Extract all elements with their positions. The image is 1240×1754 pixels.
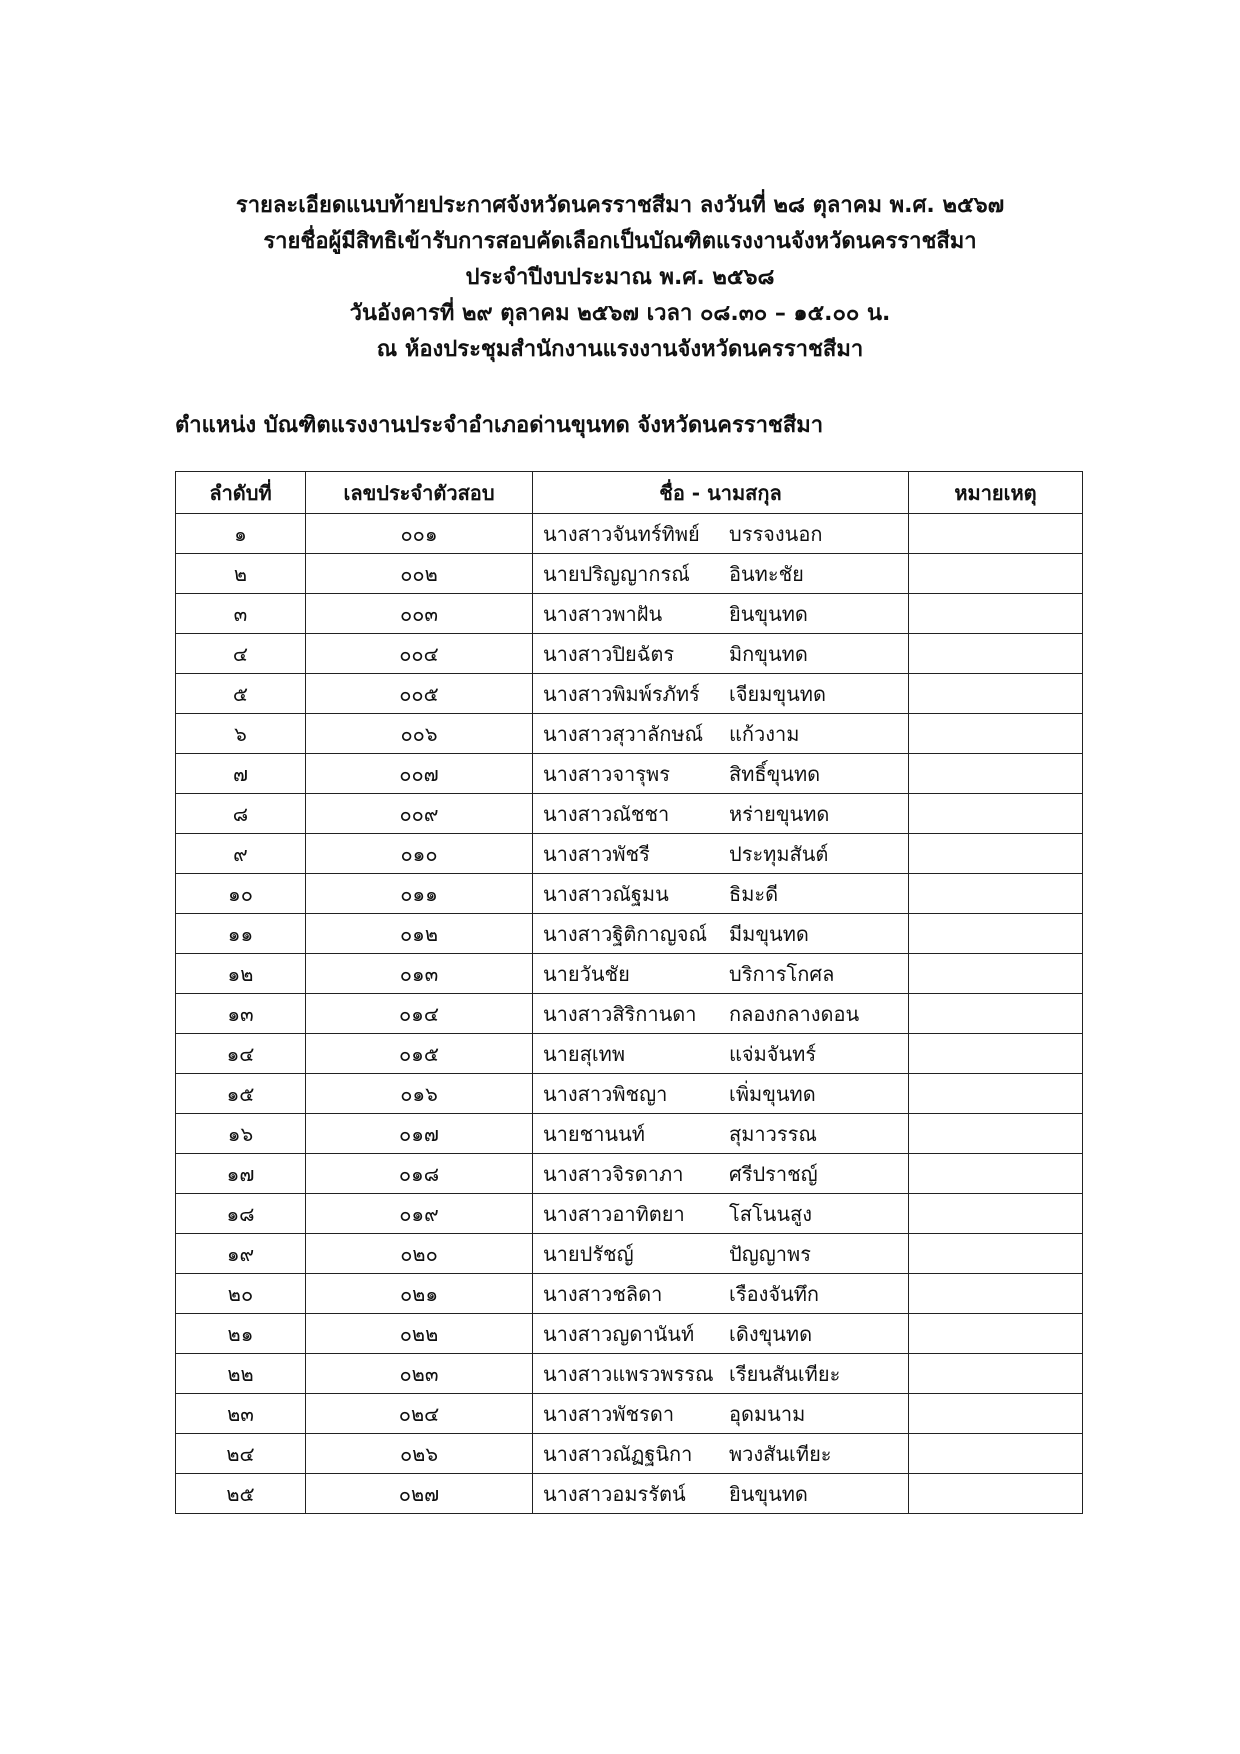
table-row — [176, 554, 1083, 594]
heading-line-4: วันอังคารที่ ๒๙ ตุลาคม ๒๕๖๗ เวลา ๐๘.๓๐ – ๑๕.๐๐ น. — [349, 301, 891, 326]
last-name: บรรจงนอก — [729, 521, 823, 546]
cell-exam-id: ๐๑๑ — [306, 874, 533, 914]
cell-name — [533, 1274, 909, 1314]
heading-line-3: ประจำปีงบประมาณ พ.ศ. ๒๕๖๘ — [465, 265, 775, 290]
cell-note — [909, 634, 1083, 674]
cell-exam-id: ๐๐๓ — [306, 594, 533, 634]
first-name: นางสาวอมรรัตน์ — [543, 1481, 686, 1506]
cell-name — [533, 1314, 909, 1354]
last-name: แจ่มจันทร์ — [729, 1041, 817, 1066]
first-name: นางสาวจิรดาภา — [543, 1161, 684, 1186]
cell-name — [533, 714, 909, 754]
cell-note — [909, 1034, 1083, 1074]
table-row — [176, 1274, 1083, 1314]
last-name: ปัญญาพร — [729, 1241, 811, 1266]
cell-exam-id: ๐๑๒ — [306, 914, 533, 954]
cell-exam-id: ๐๐๒ — [306, 554, 533, 594]
cell-number: ๒๒ — [176, 1354, 306, 1394]
cell-number: ๕ — [176, 674, 306, 714]
cell-name — [533, 794, 909, 834]
cell-note — [909, 994, 1083, 1034]
cell-name — [533, 834, 909, 874]
cell-name — [533, 1114, 909, 1154]
cell-name — [533, 674, 909, 714]
cell-number: ๑๙ — [176, 1234, 306, 1274]
cell-note — [909, 674, 1083, 714]
table-row — [176, 1394, 1083, 1434]
cell-number: ๒๑ — [176, 1314, 306, 1354]
cell-note — [909, 554, 1083, 594]
cell-note — [909, 914, 1083, 954]
cell-note — [909, 1314, 1083, 1354]
cell-exam-id: ๐๒๔ — [306, 1394, 533, 1434]
cell-name — [533, 1234, 909, 1274]
cell-number: ๘ — [176, 794, 306, 834]
table-row — [176, 1474, 1083, 1514]
cell-number: ๒๓ — [176, 1394, 306, 1434]
cell-note — [909, 714, 1083, 754]
first-name: นางสาวณัฏฐนิกา — [543, 1441, 693, 1466]
cell-name — [533, 634, 909, 674]
cell-name — [533, 874, 909, 914]
first-name: นายสุเทพ — [543, 1041, 626, 1066]
cell-number: ๙ — [176, 834, 306, 874]
cell-note — [909, 1194, 1083, 1234]
cell-note — [909, 834, 1083, 874]
cell-number: ๑๗ — [176, 1154, 306, 1194]
first-name: นางสาวจันทร์ทิพย์ — [543, 521, 700, 546]
cell-note — [909, 874, 1083, 914]
candidate-table — [175, 471, 1083, 1514]
first-name: นางสาวปิยฉัตร — [543, 641, 675, 666]
cell-exam-id: ๐๑๕ — [306, 1034, 533, 1074]
cell-name — [533, 1354, 909, 1394]
last-name: โสโนนสูง — [729, 1201, 813, 1226]
first-name: นางสาวณัฐมน — [543, 881, 669, 906]
table-row — [176, 954, 1083, 994]
cell-exam-id: ๐๑๐ — [306, 834, 533, 874]
cell-number: ๖ — [176, 714, 306, 754]
cell-note — [909, 1354, 1083, 1394]
table-row — [176, 1234, 1083, 1274]
cell-number: ๒๕ — [176, 1474, 306, 1514]
first-name: นางสาวจารุพร — [543, 761, 670, 786]
cell-exam-id: ๐๒๖ — [306, 1434, 533, 1474]
last-name: ยินขุนทด — [729, 601, 808, 626]
cell-name — [533, 994, 909, 1034]
cell-name — [533, 1194, 909, 1234]
table-row — [176, 1154, 1083, 1194]
last-name: เจียมขุนทด — [729, 681, 826, 706]
table-row — [176, 1354, 1083, 1394]
first-name: นางสาวสิริกานดา — [543, 1001, 697, 1026]
first-name: นางสาวชลิดา — [543, 1281, 663, 1306]
cell-number: ๑๐ — [176, 874, 306, 914]
cell-name — [533, 1434, 909, 1474]
cell-number: ๓ — [176, 594, 306, 634]
header-exam-id: เลขประจำตัวสอบ — [306, 472, 533, 514]
last-name: ธิมะดี — [729, 881, 779, 906]
table-row — [176, 834, 1083, 874]
table-body — [176, 514, 1083, 1514]
cell-exam-id: ๐๐๑ — [306, 514, 533, 554]
heading-line-1: รายละเอียดแนบท้ายประกาศจังหวัดนครราชสีมา ลงวันที่ ๒๘ ตุลาคม พ.ศ. ๒๕๖๗ — [235, 193, 1005, 218]
table-row — [176, 994, 1083, 1034]
table-row — [176, 914, 1083, 954]
cell-number: ๑๓ — [176, 994, 306, 1034]
last-name: เรืองจันทึก — [729, 1281, 820, 1306]
cell-note — [909, 754, 1083, 794]
first-name: นางสาวพัชรี — [543, 841, 650, 866]
table-row — [176, 1034, 1083, 1074]
cell-note — [909, 1394, 1083, 1434]
heading-line-5: ณ ห้องประชุมสำนักงานแรงงานจังหวัดนครราชสีมา — [376, 337, 864, 362]
table-row — [176, 1314, 1083, 1354]
table-row — [176, 714, 1083, 754]
cell-name — [533, 754, 909, 794]
last-name: กลองกลางดอน — [729, 1001, 860, 1026]
table-row — [176, 1114, 1083, 1154]
last-name: สิทธิ์ขุนทด — [729, 761, 821, 786]
cell-name — [533, 594, 909, 634]
cell-exam-id: ๐๑๘ — [306, 1154, 533, 1194]
position-title: ตำแหน่ง บัณฑิตแรงงานประจำอำเภอด่านขุนทด จังหวัดนครราชสีมา — [175, 413, 824, 438]
first-name: นางสาวอาทิตยา — [543, 1201, 685, 1226]
cell-number: ๒ — [176, 554, 306, 594]
cell-exam-id: ๐๐๙ — [306, 794, 533, 834]
cell-note — [909, 1474, 1083, 1514]
cell-exam-id: ๐๑๓ — [306, 954, 533, 994]
last-name: สุมาวรรณ — [729, 1121, 817, 1146]
table-row — [176, 1434, 1083, 1474]
cell-number: ๑๑ — [176, 914, 306, 954]
cell-note — [909, 1114, 1083, 1154]
first-name: นายปรัชญ์ — [543, 1241, 634, 1266]
cell-number: ๔ — [176, 634, 306, 674]
cell-exam-id: ๐๑๗ — [306, 1114, 533, 1154]
cell-note — [909, 1234, 1083, 1274]
header-note: หมายเหตุ — [909, 472, 1083, 514]
header-number: ลำดับที่ — [176, 472, 306, 514]
table-row — [176, 514, 1083, 554]
cell-note — [909, 1434, 1083, 1474]
last-name: หร่ายขุนทด — [729, 801, 830, 826]
cell-number: ๑๖ — [176, 1114, 306, 1154]
cell-exam-id: ๐๒๗ — [306, 1474, 533, 1514]
cell-number: ๑๘ — [176, 1194, 306, 1234]
cell-number: ๑๕ — [176, 1074, 306, 1114]
table-row — [176, 1194, 1083, 1234]
last-name: แก้วงาม — [729, 721, 800, 746]
cell-exam-id: ๐๒๑ — [306, 1274, 533, 1314]
heading-line-2: รายชื่อผู้มีสิทธิเข้ารับการสอบคัดเลือกเป็นบัณฑิตแรงงานจังหวัดนครราชสีมา — [263, 229, 977, 254]
last-name: เดิงขุนทด — [729, 1321, 813, 1346]
cell-note — [909, 954, 1083, 994]
cell-exam-id: ๐๒๐ — [306, 1234, 533, 1274]
last-name: ศรีปราชญ์ — [729, 1161, 818, 1186]
table-row — [176, 874, 1083, 914]
cell-number: ๗ — [176, 754, 306, 794]
table-row — [176, 634, 1083, 674]
cell-name — [533, 554, 909, 594]
cell-number: ๑ — [176, 514, 306, 554]
first-name: นางสาวพิมพ์รภัทร์ — [543, 681, 700, 706]
last-name: บริการโกศล — [729, 961, 835, 986]
cell-exam-id: ๐๐๖ — [306, 714, 533, 754]
cell-number: ๒๐ — [176, 1274, 306, 1314]
first-name: นายปริญญากรณ์ — [543, 561, 690, 586]
last-name: พวงสันเทียะ — [729, 1441, 832, 1466]
table-row — [176, 1074, 1083, 1114]
first-name: นางสาวพิชญา — [543, 1081, 668, 1106]
table-row — [176, 754, 1083, 794]
cell-name — [533, 1474, 909, 1514]
cell-name — [533, 1034, 909, 1074]
cell-exam-id: ๐๑๔ — [306, 994, 533, 1034]
first-name: นางสาวณัชชา — [543, 801, 670, 826]
cell-exam-id: ๐๑๖ — [306, 1074, 533, 1114]
cell-exam-id: ๐๐๗ — [306, 754, 533, 794]
last-name: มีมขุนทด — [729, 921, 809, 946]
last-name: อินทะชัย — [729, 561, 804, 586]
cell-exam-id: ๐๐๔ — [306, 634, 533, 674]
cell-exam-id: ๐๐๕ — [306, 674, 533, 714]
first-name: นางสาวพัชรดา — [543, 1401, 675, 1426]
first-name: นายชานนท์ — [543, 1121, 645, 1146]
announcement-heading — [0, 188, 1240, 368]
cell-note — [909, 1074, 1083, 1114]
table-row — [176, 594, 1083, 634]
cell-note — [909, 1274, 1083, 1314]
table-row — [176, 794, 1083, 834]
cell-number: ๑๔ — [176, 1034, 306, 1074]
cell-name — [533, 1074, 909, 1114]
cell-name — [533, 954, 909, 994]
cell-exam-id: ๐๑๙ — [306, 1194, 533, 1234]
table-row — [176, 674, 1083, 714]
cell-number: ๒๔ — [176, 1434, 306, 1474]
cell-name — [533, 1154, 909, 1194]
last-name: อุดมนาม — [729, 1401, 806, 1426]
table-header — [176, 472, 1083, 514]
cell-note — [909, 794, 1083, 834]
first-name: นางสาวสุวาลักษณ์ — [543, 721, 704, 746]
first-name: นางสาวแพรวพรรณ — [543, 1361, 714, 1386]
cell-name — [533, 914, 909, 954]
last-name: ยินขุนทด — [729, 1481, 808, 1506]
cell-note — [909, 1154, 1083, 1194]
first-name: นางสาวญดานันท์ — [543, 1321, 695, 1346]
first-name: นางสาวพาฝัน — [543, 601, 663, 626]
header-row — [176, 472, 1083, 514]
cell-exam-id: ๐๒๓ — [306, 1354, 533, 1394]
last-name: ประทุมสันต์ — [729, 841, 829, 866]
cell-number: ๑๒ — [176, 954, 306, 994]
header-name: ชื่อ - นามสกุล — [533, 472, 909, 514]
last-name: เพิ่มขุนทด — [729, 1081, 816, 1106]
cell-note — [909, 514, 1083, 554]
first-name: นางสาวฐิติกาญจณ์ — [543, 921, 708, 946]
cell-name — [533, 514, 909, 554]
first-name: นายวันชัย — [543, 961, 630, 986]
cell-note — [909, 594, 1083, 634]
last-name: เรียนสันเทียะ — [729, 1361, 841, 1386]
cell-name — [533, 1394, 909, 1434]
cell-exam-id: ๐๒๒ — [306, 1314, 533, 1354]
last-name: มิกขุนทด — [729, 641, 808, 666]
